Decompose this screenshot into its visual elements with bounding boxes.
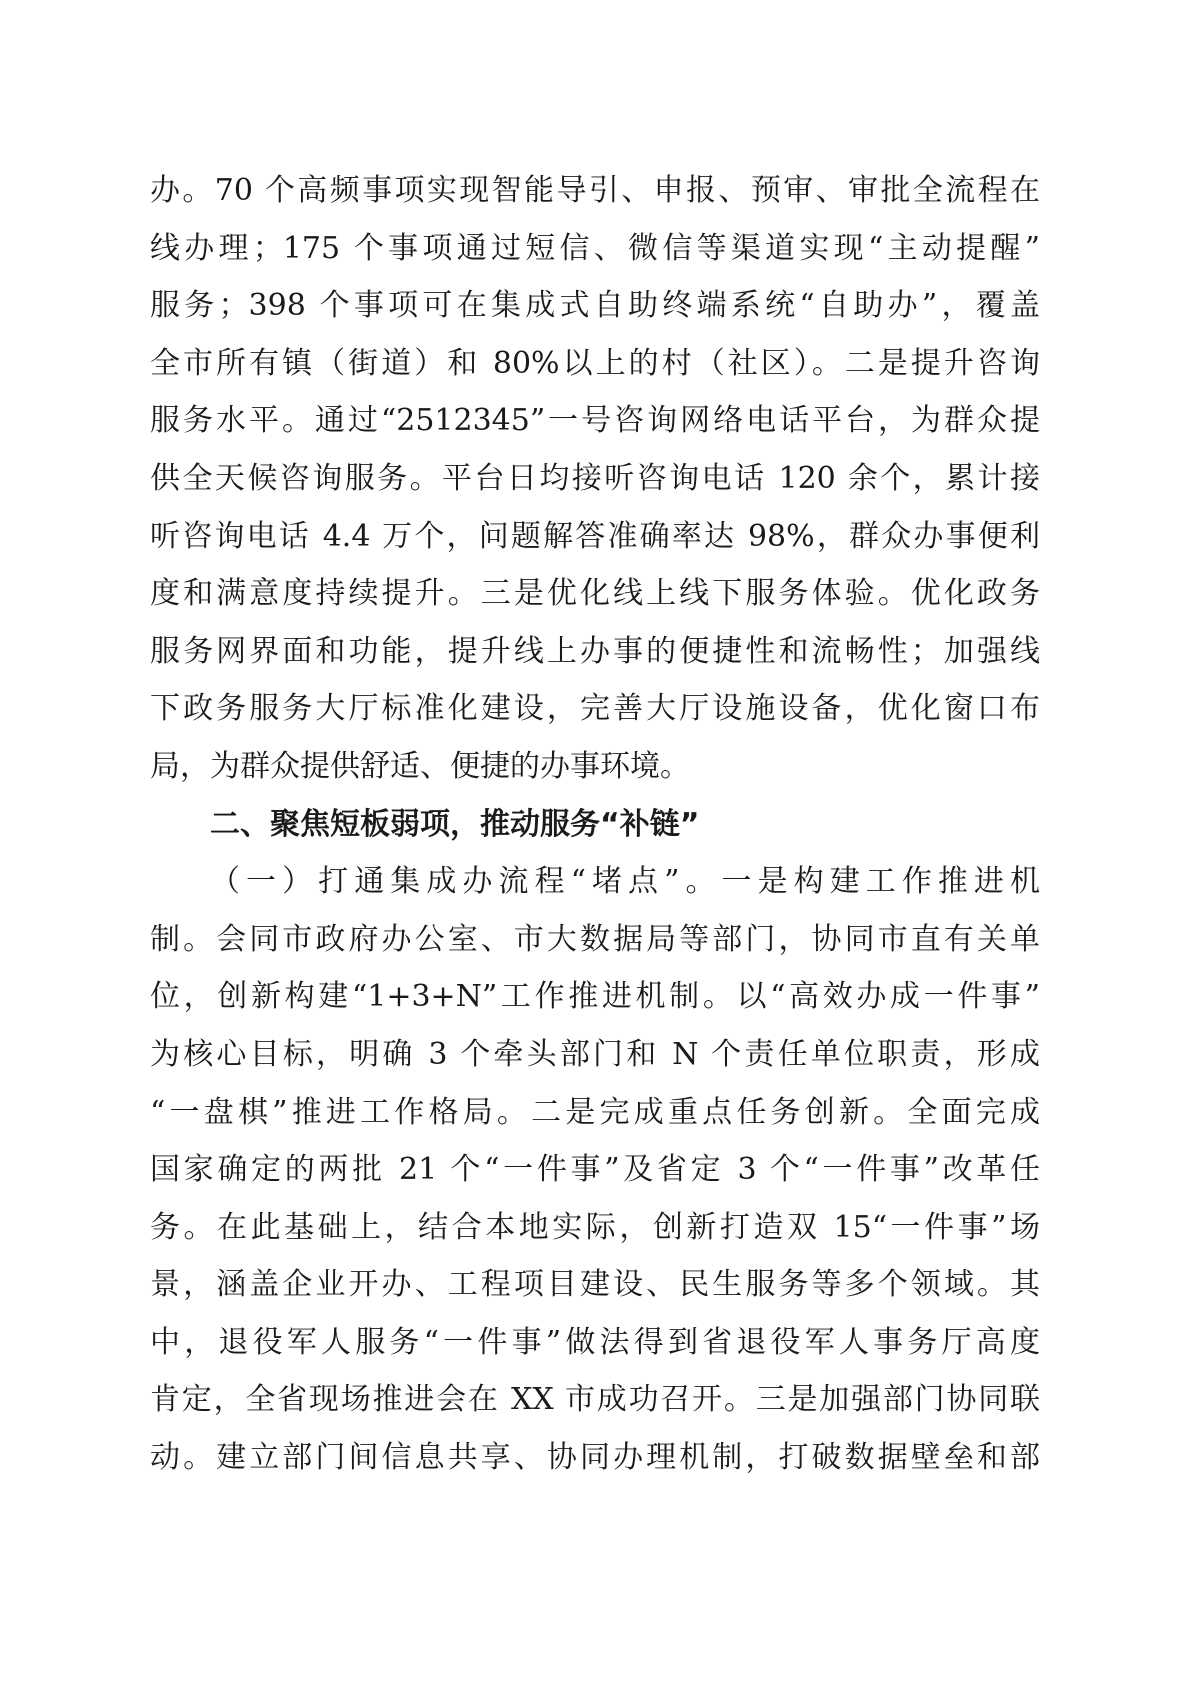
paragraph-line: 下政务服务大厅标准化建设，完善大厅设施设备，优化窗口布 — [150, 691, 1040, 727]
paragraph-line: 线办理；175 个事项通过短信、微信等渠道实现“主动提醒” — [150, 230, 1040, 266]
paragraph-line: 位，创新构建“1+3+N”工作推进机制。以“高效办成一件事” — [150, 979, 1040, 1015]
paragraph-line: 景，涵盖企业开办、工程项目建设、民生服务等多个领域。其 — [150, 1267, 1040, 1303]
section-heading: 二、聚焦短板弱项，推动服务“补链” — [210, 806, 700, 842]
paragraph-line: 服务水平。通过“2512345”一号咨询网络电话平台，为群众提 — [150, 403, 1040, 439]
paragraph-line: 务。在此基础上，结合本地实际，创新打造双 15“一件事”场 — [150, 1209, 1040, 1245]
paragraph-line: 听咨询电话 4.4 万个，问题解答准确率达 98%，群众办事便利 — [150, 518, 1040, 554]
paragraph-line: 办。70 个高频事项实现智能导引、申报、预审、审批全流程在 — [150, 173, 1040, 208]
paragraph-line: 制。会同市政府办公室、市大数据局等部门，协同市直有关单 — [150, 921, 1040, 957]
paragraph-line: 服务网界面和功能，提升线上办事的便捷性和流畅性；加强线 — [150, 633, 1040, 669]
document-body — [150, 162, 1040, 1487]
paragraph-line: 国家确定的两批 21 个“一件事”及省定 3 个“一件事”改革任 — [150, 1152, 1040, 1188]
paragraph-line: 局，为群众提供舒适、便捷的办事环境。 — [150, 748, 690, 784]
paragraph-line: 供全天候咨询服务。平台日均接听咨询电话 120 余个，累计接 — [150, 460, 1040, 496]
paragraph-line: “一盘棋”推进工作格局。二是完成重点任务创新。全面完成 — [150, 1094, 1040, 1130]
paragraph-line: 中，退役军人服务“一件事”做法得到省退役军人事务厅高度 — [150, 1324, 1040, 1360]
paragraph-line: 肯定，全省现场推进会在 XX 市成功召开。三是加强部门协同联 — [150, 1382, 1040, 1418]
subsection-first-line: （一）打通集成办流程“堵点”。一是构建工作推进机 — [210, 864, 1040, 900]
paragraph-line: 度和满意度持续提升。三是优化线上线下服务体验。优化政务 — [150, 576, 1040, 612]
paragraph-line: 为核心目标，明确 3 个牵头部门和 N 个责任单位职责，形成 — [150, 1036, 1040, 1072]
paragraph-line: 全市所有镇（街道）和 80%以上的村（社区）。二是提升咨询 — [150, 345, 1040, 381]
paragraph-line: 服务；398 个事项可在集成式自助终端系统“自助办”，覆盖 — [150, 288, 1040, 324]
paragraph-line: 动。建立部门间信息共享、协同办理机制，打破数据壁垒和部 — [150, 1440, 1040, 1476]
